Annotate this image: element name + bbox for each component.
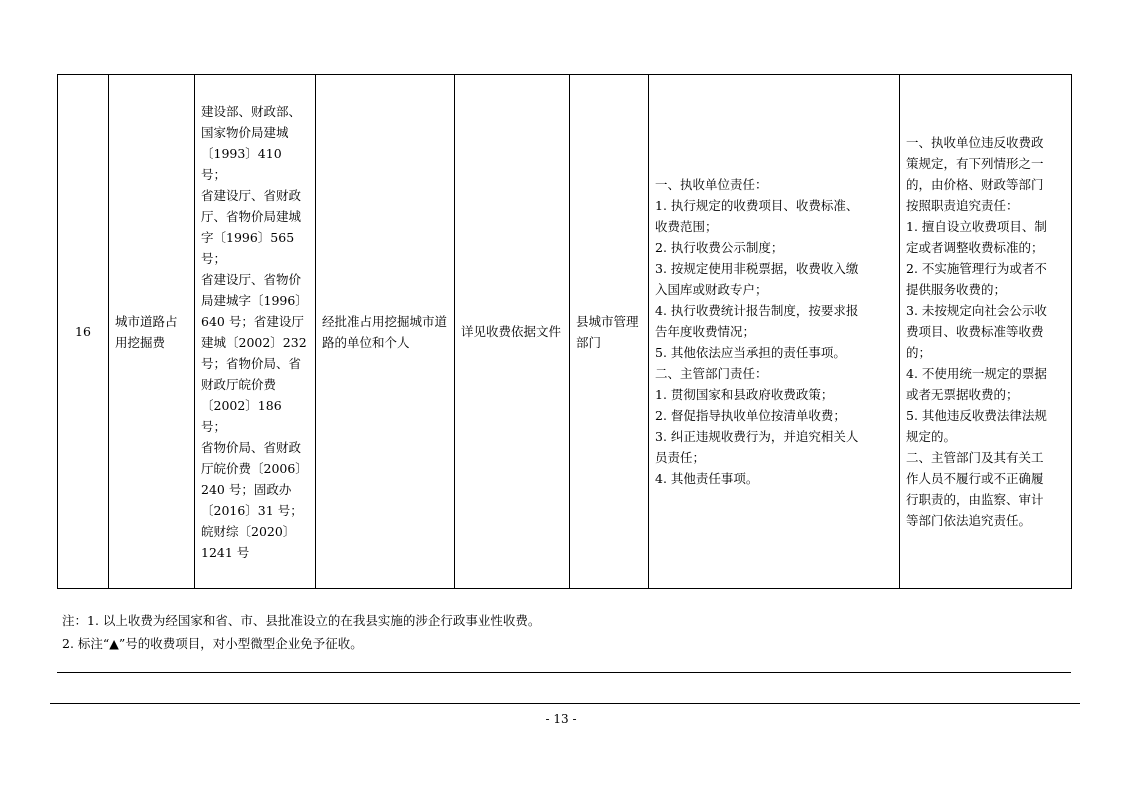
footnote-2: 2. 标注“▲”号的收费项目，对小型微型企业免予征收。 [62, 636, 363, 651]
fee-standard: 详见收费依据文件 [455, 75, 570, 589]
footnotes [62, 609, 540, 655]
footer-rule [50, 703, 1080, 704]
fee-payer: 经批准占用挖掘城市道路的单位和个人 [316, 75, 455, 589]
fee-basis: 建设部、财政部、 国家物价局建城 〔1993〕410 号； 省建设厅、省财政 厅、省物价局建城 字〔1996〕565 号； 省建设厅、省物价 局建城字〔1996〕 640 号；省建设厅 建城〔2002〕232 号；省物价局、省 财政厅皖价费 〔2002〕186 号； 省物价局、省财政 厅皖价费〔2006〕 240 号；固政办 〔2016〕31 号； 皖财综〔2020〕 1241 号 [195, 75, 316, 589]
footnote-1: 注：1. 以上收费为经国家和省、市、县批准设立的在我县实施的涉企行政事业性收费。 [62, 613, 541, 628]
accountability-items: 一、执收单位违反收费政 策规定，有下列情形之一 的，由价格、财政等部门 按照职责追究责任： 1. 擅自设立收费项目、制 定或者调整收费标准的； 2. 不实施管理行为或者不 提供服务收费的； 3. 未按规定向社会公示收 费项目、收费标准等收费 的； 4. 不使用统一规定的票据 或者无票据收费的； 5. 其他违反收费法律法规 规定的。 二、主管部门及其有关工 作人员不履行或不正确履 行职责的，由监察、审计 等部门依法追究责任。 [900, 75, 1072, 589]
responsibility-items: 一、执收单位责任： 1. 执行规定的收费项目、收费标准、 收费范围； 2. 执行收费公示制度； 3. 按规定使用非税票据，收费收入缴 入国库或财政专户； 4. 执行收费统计报告制度，按要求报 告年度收费情况； 5. 其他依法应当承担的责任事项。 二、主管部门责任： 1. 贯彻国家和县政府收费政策； 2. 督促指导执收单位按清单收费； 3. 纠正违规收费行为，并追究相关人 员责任； 4. 其他责任事项。 [649, 75, 900, 589]
divider-line [57, 672, 1071, 673]
row-number: 16 [58, 75, 109, 589]
fee-table [57, 74, 1072, 589]
page-number: - 13 - [545, 712, 577, 726]
fee-item-name: 城市道路占用挖掘费 [109, 75, 195, 589]
table-row [58, 75, 1072, 589]
responsible-department: 县城市管理部门 [570, 75, 649, 589]
